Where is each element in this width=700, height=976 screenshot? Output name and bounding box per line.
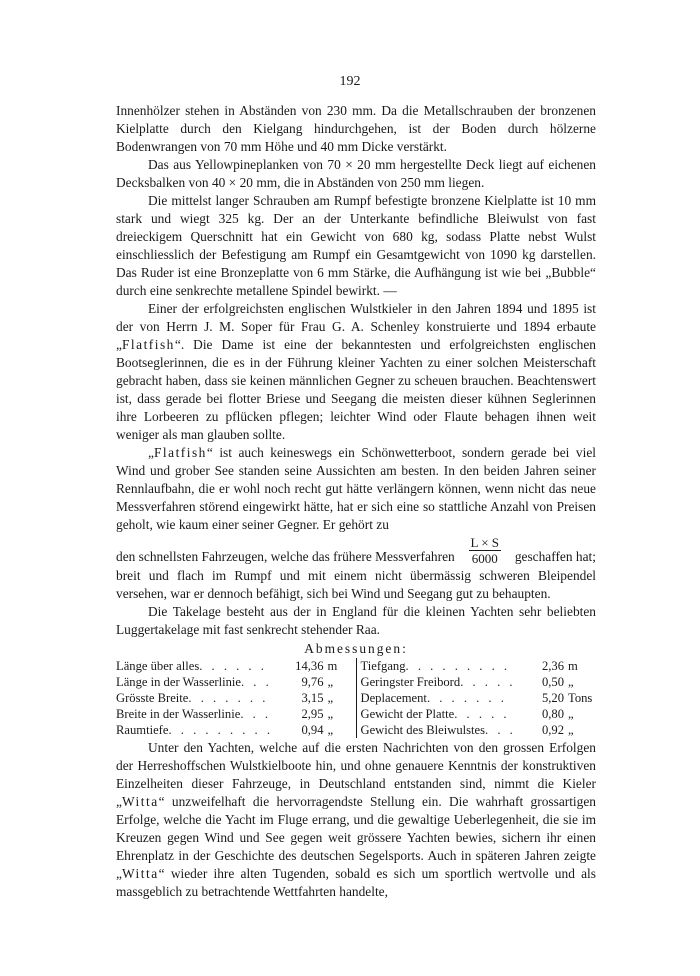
measurement-formula [469,535,502,566]
paragraph: Die mittelst langer Schrauben am Rumpf befestigte bronzene Kielplatte ist 10 mm stark und wiegt 325 kg. Der an der Unterkante befindliche Bleiwulst von fast dreieckigem Querschnitt hat ein Gewicht von 680 kg, sodass Platte nebst Wulst einschliesslich der Befestigung am Rumpf ein Gesamtgewicht von 1090 kg darstellen. Das Ruder ist eine Bronzeplatte von 6 mm Stärke, die Aufhängung ist wie bei „Bubble“ durch eine senkrechte metallene Spindel bewirkt. — [116,193,596,298]
dimension-row [116,722,356,738]
dimension-value: 2,36 [541,659,564,673]
text-run: geschaffen hat; [514,549,596,564]
dimension-leader: . . . . . [460,675,516,689]
dimension-label: Länge über alles [116,659,200,673]
dimension-leader: . . . . . [454,707,510,721]
paragraph-witta [116,739,596,901]
dimensions-table [116,658,596,738]
text-run: “ ist auch keineswegs ein Schönwetterboot, sondern gerade bei viel Wind und grober See standen seine Aussichten am besten. In den beiden Jahren seiner Rennlaufbahn, die er wohl noch recht gut hätte verlängern können, wenn nicht das neue Messverfahren störend eingewirkt hätte, hat er sich eine so stattliche Anzahl von Preisen geholt, wie kaum einer seiner Gegner. Er gehört zu [116,445,596,532]
dimension-value: 0,92 [541,723,564,737]
dimension-leader: . . . [240,707,272,721]
text-run: “ wieder ihre alten Tugenden, sobald es sich um sportlich wertvolle und als massgeblich zu betrachtende Wettfahrten handelte, [116,866,596,899]
dimension-label: Gewicht der Platte [360,707,455,721]
dimension-row [361,674,597,690]
text-run: Einer der erfolgreichsten englischen Wulstkieler in den Jahren 1894 und 1895 ist der von Herrn J. M. Soper für Frau G. A. Schenley konstruierte und 1894 erbaute „ [116,301,596,352]
dimension-unit: „ [327,675,334,689]
dimension-unit: Tons [568,691,593,705]
text-run: “ unzweifelhaft die hervorragendste Stellung ein. Die wahrhaft grossartigen Erfolge, welche die Yacht im Fluge errang, und die gewaltige Ueberlegenheit, die sie im Kreuzen gegen Wind und See gegen weit grössere Yachten bewies, sichern ihr einen Ehrenplatz in der Geschichte des deutschen Segelsports. Auch in späteren Jahren zeigte „ [116,794,596,881]
dimension-value: 14,36 [295,659,324,673]
paragraph: Das aus Yellowpineplanken von 70 × 20 mm hergestellte Deck liegt auf eichenen Decksbalken von 40 × 20 mm, die in Abständen von 250 mm liegen. [116,157,596,190]
dimension-leader: . . . . . . [199,659,267,673]
dimension-label: Gewicht des Bleiwulstes [360,723,486,737]
paragraph-continuation: breit und flach im Rumpf und mit einem nicht übermässig schweren Bleipendel versehen, war er dennoch befähigt, sich bei Wind und Seegang gut zu behaupten. [116,568,596,601]
dimension-label: Deplacement [360,691,427,705]
body-text [116,102,596,901]
dimension-leader: . . . [241,675,272,689]
formula-numerator: L × S [470,535,500,550]
yacht-name: Witta [121,866,159,881]
dimension-leader: . . . . . . . . . [168,723,273,737]
formula-denominator: 6000 [471,551,498,566]
dimension-unit: „ [568,707,574,721]
dimension-value: 9,76 [301,675,324,689]
dimension-unit: „ [568,723,574,737]
dimension-unit: „ [327,707,334,721]
text-run: den schnellsten Fahrzeugen, welche das frühere Messverfahren [116,549,455,564]
dimension-row [361,690,597,706]
dimension-label: Breite in der Wasserlinie [116,707,241,721]
dimension-label: Geringster Freibord [360,675,461,689]
dimension-leader: . . . . . . . [188,691,269,705]
text-run: “. Die Dame ist eine der bekanntesten und erfolgreichsten englischen Bootseglerinnen, die es in der Führung kleiner Yachten zu einer solchen Meisterschaft gebracht haben, dass sie keinen männlichen Gegner zu scheuen brauchen. Beachtenswert ist, dass gerade bei flotter Briese und Seegang die meisten dieser kühnen Seglerinnen ihre Lorbeeren zu pflücken pflegen; leichter Wind oder Flaute behagen ihnen weit weniger als man glauben sollte. [116,337,596,442]
dimension-value: 0,50 [541,675,564,689]
dimension-label: Tiefgang [360,659,406,673]
page-number: 192 [339,74,361,89]
dimension-value: 0,94 [301,723,324,737]
dimension-label: Raumtiefe [116,723,169,737]
dimension-leader: . . . . . . . [426,691,507,705]
formula-line [116,535,596,566]
dimension-value: 5,20 [541,691,564,705]
dimensions-title: Abmessungen: [304,641,408,656]
yacht-name: Witta [121,794,159,809]
yacht-name: Flatfish [121,337,175,352]
dimension-row [116,658,356,674]
text-run: Unter den Yachten, welche auf die ersten Nachrichten von den grossen Erfolgen der Herreshoffschen Wulstkielboote hin, und ohne genauere Kenntnis der konstruktiven Einzelheiten dieser Fahrzeuge, in Deutschland entstanden sind, nimmt die Kieler „ [116,740,596,809]
dimension-value: 2,95 [301,707,324,721]
dimension-leader: . . . [485,723,516,737]
dimension-unit: „ [327,691,334,705]
yacht-name: Flatfish [153,445,207,460]
dimension-row [116,690,356,706]
dimension-unit: m [568,659,578,673]
dimension-row [361,658,597,674]
paragraph-flatfish-career [116,444,596,534]
dimension-row [361,706,597,722]
dimension-leader: . . . . . . . . . [405,659,511,673]
dimension-row [116,674,356,690]
dimension-value: 0,80 [541,707,564,721]
dimension-label: Grösste Breite [116,691,189,705]
dimensions-left-column [116,658,356,738]
dimension-value: 3,15 [301,691,324,705]
paragraph: Innenhölzer stehen in Abständen von 230 mm. Da die Metallschrauben der bronzenen Kielplatte durch den Kielgang hindurchgehen, ist der Boden durch hölzerne Bodenwrangen von 70 mm Höhe und 40 mm Dicke verstärkt. [116,103,596,154]
dimension-unit: „ [327,723,334,737]
dimension-row [361,722,597,738]
paragraph-flatfish-intro [116,300,596,444]
dimension-unit: m [327,659,338,673]
text-run: „ [148,445,154,460]
dimension-label: Länge in der Wasserlinie [116,675,241,689]
dimensions-right-column [356,658,597,738]
paragraph-takelage: Die Takelage besteht aus der in England für die kleinen Yachten sehr beliebten Luggertakelage mit fast senkrecht stehender Raa. [116,604,596,637]
dimension-row [116,706,356,722]
dimension-unit: „ [568,675,574,689]
